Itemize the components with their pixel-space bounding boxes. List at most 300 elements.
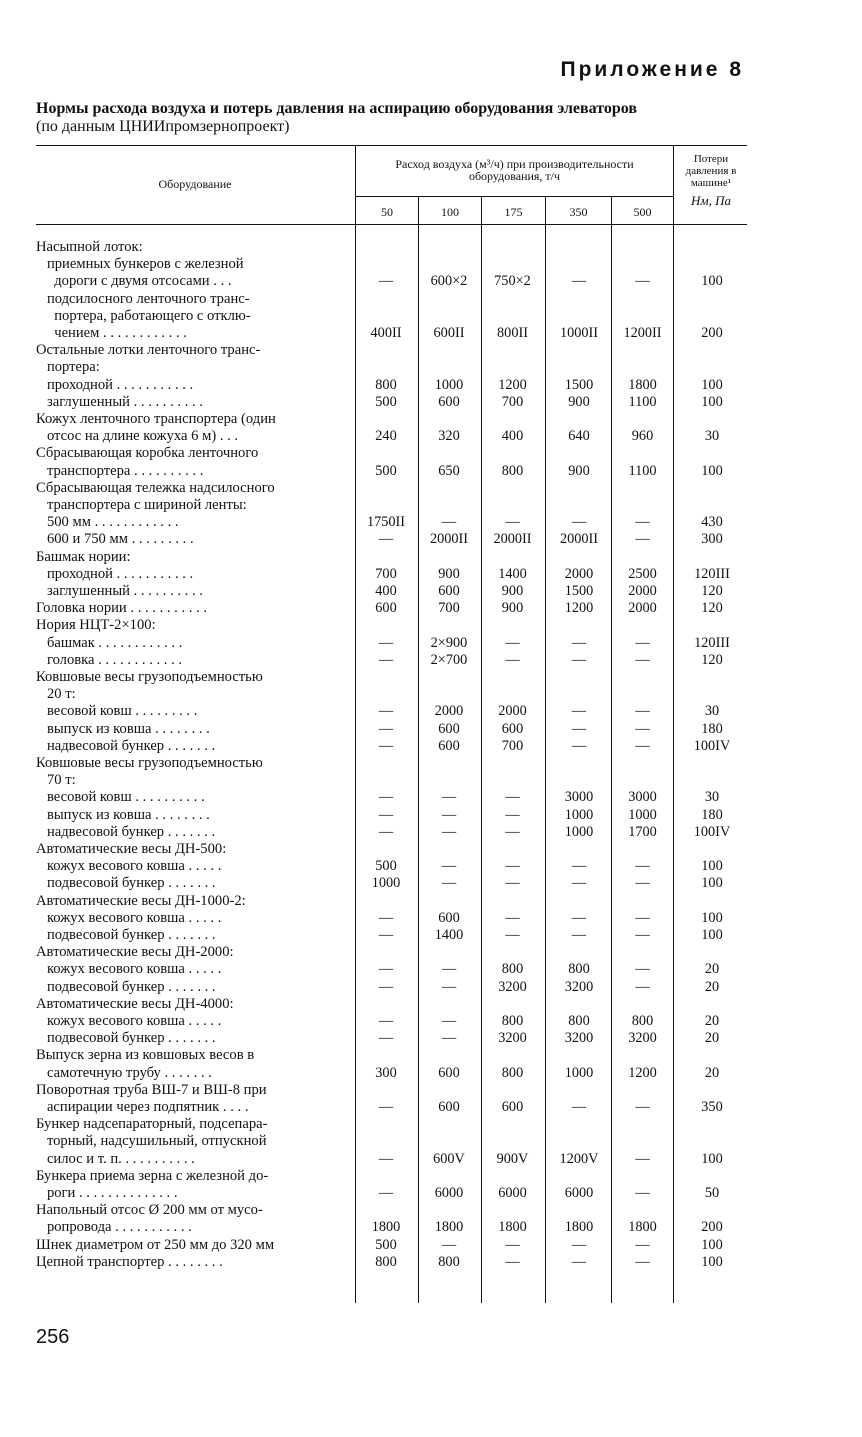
row-value: 120 — [701, 600, 723, 617]
row-label: Нория НЦТ-2×100: — [36, 617, 156, 634]
table-row — [36, 824, 747, 841]
table-row — [36, 841, 747, 858]
row-label: Бункера приема зерна с железной до- — [36, 1167, 269, 1184]
row-value: 1500 — [564, 376, 594, 393]
row-value: 900V — [496, 1150, 529, 1167]
row-value: 900 — [501, 600, 524, 617]
row-value: — — [635, 1184, 650, 1201]
row-value: 3200 — [564, 1030, 594, 1047]
table-row — [36, 944, 747, 961]
table-row — [36, 858, 747, 875]
row-value: — — [441, 1236, 457, 1253]
table-row — [36, 979, 747, 996]
row-value: 700 — [438, 600, 460, 617]
row-value: 100 — [701, 875, 723, 892]
row-label: Сбрасывающая тележка надсилосного — [36, 479, 275, 496]
row-label: Автоматические весы ДН-2000: — [36, 944, 234, 961]
row-label: подвесовой бункер . . . . . . . — [36, 927, 216, 943]
table-row — [36, 549, 747, 566]
row-value: 1800 — [628, 376, 657, 393]
row-value: 800 — [375, 376, 397, 393]
row-value: — — [378, 1150, 394, 1167]
row-value: 200 — [701, 1219, 723, 1236]
table-title: Нормы расхода воздуха и потерь давления на аспирацию оборудования элеваторов — [36, 100, 638, 117]
row-value: 800 — [501, 1064, 524, 1081]
row-label: надвесовой бункер . . . . . . . — [36, 823, 216, 840]
row-value: 900 — [568, 462, 590, 479]
table-row — [36, 445, 747, 479]
row-value: — — [505, 927, 520, 943]
table-row — [36, 738, 747, 755]
row-value: 900 — [568, 393, 590, 410]
row-value: 3000 — [628, 789, 657, 806]
row-label: подвесовой бункер . . . . . . . — [36, 978, 216, 995]
table-row — [36, 600, 747, 617]
row-label: башмак . . . . . . . . . . . . — [36, 634, 183, 651]
header-bottom-rule — [36, 224, 747, 225]
row-value: — — [441, 514, 457, 531]
row-value: 1200II — [623, 324, 662, 341]
table-row — [36, 256, 747, 290]
table-row — [36, 531, 747, 548]
row-value: 1400 — [498, 565, 527, 582]
row-value: — — [378, 531, 394, 548]
row-value: 600 — [438, 1064, 460, 1081]
row-value: 2000 — [628, 600, 657, 617]
row-label: ропровода . . . . . . . . . . . — [36, 1219, 192, 1236]
row-value: — — [441, 875, 457, 892]
row-value: 430 — [701, 514, 723, 531]
table-row — [36, 583, 747, 600]
row-value: 650 — [438, 462, 460, 479]
row-value: 2500 — [628, 565, 657, 582]
row-value: 800 — [631, 1013, 654, 1029]
row-value: — — [635, 927, 650, 943]
row-value: 400II — [370, 324, 402, 341]
row-label: Остальные лотки ленточного транс- — [36, 342, 261, 359]
row-value: — — [571, 858, 587, 875]
table-row — [36, 996, 747, 1013]
table-row — [36, 703, 747, 720]
row-label: Кожух ленточного транспортера (один — [36, 411, 276, 427]
row-value: — — [571, 909, 587, 926]
row-value: 6000 — [564, 1184, 594, 1201]
row-value: — — [635, 961, 650, 978]
row-label: 20 т: — [36, 686, 76, 703]
row-value: 2000 — [434, 703, 464, 720]
row-value: 900 — [501, 583, 524, 599]
row-value: — — [378, 1013, 394, 1029]
row-value: 350 — [701, 1098, 723, 1115]
row-value: 600II — [433, 324, 465, 341]
row-value: 100 — [701, 909, 723, 926]
row-label: Напольный отсос Ø 200 мм от мусо- — [36, 1202, 263, 1219]
row-value: 1200 — [628, 1064, 657, 1081]
row-value: — — [378, 720, 394, 737]
row-value: 20 — [704, 1013, 720, 1029]
row-value: 20 — [704, 1064, 720, 1081]
row-value: 2000II — [429, 531, 469, 548]
row-value: — — [571, 703, 587, 720]
table-row — [36, 961, 747, 978]
row-value: 3000 — [564, 789, 594, 806]
row-value: — — [441, 1013, 457, 1029]
row-value: — — [505, 789, 520, 806]
row-value: — — [571, 634, 587, 651]
row-value: 1800 — [434, 1219, 464, 1236]
row-label: весовой ковш . . . . . . . . . . — [36, 789, 205, 806]
header-sub-rule — [355, 196, 673, 197]
row-value: — — [505, 651, 520, 668]
row-label: Поворотная труба ВШ-7 и ВШ-8 при — [36, 1081, 267, 1098]
table-row — [36, 239, 747, 256]
row-value: 100 — [701, 1236, 723, 1253]
row-value: — — [378, 789, 394, 806]
row-value: — — [441, 858, 457, 875]
row-value: 2000 — [628, 583, 657, 599]
row-value: 1100 — [628, 462, 657, 479]
row-label: проходной . . . . . . . . . . . — [36, 565, 194, 582]
row-label: заглушенный . . . . . . . . . . — [36, 393, 203, 410]
row-label: Автоматические весы ДН-1000-2: — [36, 892, 246, 909]
row-label: портера, работающего с отклю- — [36, 307, 251, 324]
row-value: 700 — [501, 737, 524, 754]
table-row — [36, 1116, 747, 1168]
row-value: — — [571, 875, 587, 892]
table-row — [36, 1237, 747, 1254]
row-label: проходной . . . . . . . . . . . — [36, 376, 194, 393]
row-value: — — [378, 1098, 394, 1115]
row-label: Выпуск зерна из ковшовых весов в — [36, 1047, 255, 1064]
row-value: 3200 — [498, 1030, 527, 1047]
row-value: — — [441, 961, 457, 978]
row-value: 2000 — [564, 565, 594, 582]
row-value: 800 — [501, 961, 524, 978]
row-value: — — [505, 1236, 520, 1253]
row-label: подвесовой бункер . . . . . . . — [36, 875, 216, 892]
row-value: 3200 — [564, 978, 594, 995]
row-label: Шнек диаметром от 250 мм до 320 мм — [36, 1236, 275, 1253]
row-value: 1800 — [564, 1219, 594, 1236]
row-value: 1400 — [434, 927, 464, 943]
row-value: 1000II — [559, 324, 599, 341]
row-value: 700 — [375, 565, 397, 582]
row-value: 100 — [701, 1150, 723, 1167]
row-label: торный, надсушильный, отпускной — [36, 1133, 267, 1150]
row-label: отсос на длине кожуха 6 м) . . . — [36, 428, 239, 445]
row-label: Ковшовые весы грузоподъемностью — [36, 755, 263, 771]
appendix-label: Приложение 8 — [560, 58, 744, 81]
row-label: аспирации через подпятник . . . . — [36, 1098, 249, 1115]
header-losses-unit: Hм, Па — [690, 193, 732, 208]
row-value: 200 — [701, 324, 723, 341]
row-label: самотечную трубу . . . . . . . — [36, 1064, 212, 1081]
row-value: — — [378, 1030, 394, 1047]
table-row — [36, 617, 747, 634]
table-row — [36, 875, 747, 892]
row-label: надвесовой бункер . . . . . . . — [36, 737, 216, 754]
header-airflow: Расход воздуха (м³/ч) при производительности оборудования, т/ч — [395, 157, 634, 183]
row-value: 1000 — [564, 1064, 594, 1081]
row-value: — — [378, 1184, 394, 1201]
header-losses: Потери давления в машине¹ — [685, 153, 737, 189]
row-label: кожух весового ковша . . . . . — [36, 961, 222, 978]
table-row — [36, 893, 747, 910]
table-row — [36, 1013, 747, 1030]
row-label: головка . . . . . . . . . . . . — [36, 651, 183, 668]
row-value: — — [571, 1098, 587, 1115]
row-label: подвесовой бункер . . . . . . . — [36, 1030, 216, 1047]
row-value: 750×2 — [494, 273, 531, 290]
row-value: — — [378, 651, 394, 668]
row-value: 100 — [701, 376, 723, 393]
row-label: заглушенный . . . . . . . . . . — [36, 583, 203, 599]
row-label: 500 мм . . . . . . . . . . . . — [36, 514, 179, 531]
header-cap-175: 175 — [504, 205, 523, 219]
row-value: — — [571, 651, 587, 668]
table-row — [36, 789, 747, 806]
row-value: 300 — [701, 531, 723, 548]
row-value: 400 — [501, 428, 524, 445]
row-value: 2000II — [559, 531, 599, 548]
row-value: 960 — [631, 428, 654, 445]
table-subtitle: (по данным ЦНИИпромзернопроект) — [36, 118, 290, 135]
row-value: 20 — [704, 978, 720, 995]
row-label: чением . . . . . . . . . . . . — [36, 324, 187, 341]
row-value: 120III — [694, 565, 730, 582]
row-value: 600 — [438, 720, 460, 737]
table-row — [36, 1047, 747, 1081]
table-row — [36, 411, 747, 445]
row-label: роги . . . . . . . . . . . . . . — [36, 1184, 178, 1201]
row-value: — — [635, 737, 650, 754]
row-value: 400 — [375, 583, 397, 599]
row-value: 2000 — [498, 703, 527, 720]
row-value: 600 — [438, 393, 460, 410]
table-row — [36, 669, 747, 703]
row-label: кожух весового ковша . . . . . — [36, 1013, 222, 1029]
row-value: — — [635, 720, 650, 737]
row-value: 300 — [375, 1064, 397, 1081]
row-value: 600 — [501, 720, 524, 737]
table-row — [36, 1030, 747, 1047]
row-value: — — [571, 737, 587, 754]
row-value: — — [635, 651, 650, 668]
header-cap-100: 100 — [441, 205, 459, 219]
row-value: — — [571, 1253, 587, 1270]
row-value: 1000 — [564, 806, 594, 823]
row-value: 30 — [704, 428, 720, 445]
row-value: 1800 — [498, 1219, 527, 1236]
table-row — [36, 377, 747, 394]
row-value: 600×2 — [430, 273, 468, 290]
row-value: 100 — [701, 927, 723, 943]
row-value: — — [505, 875, 520, 892]
table-row — [36, 394, 747, 411]
row-value: 1750II — [366, 514, 406, 531]
row-value: 120III — [694, 634, 730, 651]
row-value: — — [635, 1150, 650, 1167]
row-label: Ковшовые весы грузоподъемностью — [36, 669, 263, 685]
row-value: 6000 — [498, 1184, 527, 1201]
row-value: — — [571, 720, 587, 737]
row-value: 100 — [701, 273, 723, 290]
row-value: 6000 — [434, 1184, 464, 1201]
table-row — [36, 342, 747, 376]
row-value: 600 — [501, 1098, 524, 1115]
row-value: 800 — [568, 1013, 590, 1029]
row-value: — — [635, 1236, 650, 1253]
table-row — [36, 635, 747, 652]
row-value: — — [505, 806, 520, 823]
row-value: 100 — [701, 462, 723, 479]
row-value: — — [378, 703, 394, 720]
table-row — [36, 807, 747, 824]
row-value: 100 — [701, 1253, 723, 1270]
row-value: 1800 — [628, 1219, 657, 1236]
row-value: 1000 — [628, 806, 657, 823]
row-value: 800 — [501, 1013, 524, 1029]
row-value: 1200 — [498, 376, 527, 393]
row-value: 640 — [568, 428, 590, 445]
row-value: 100IV — [693, 737, 731, 754]
row-label: выпуск из ковша . . . . . . . . — [36, 806, 210, 823]
row-value: 2×900 — [430, 634, 468, 651]
table-row — [36, 480, 747, 514]
row-value: 100IV — [693, 823, 731, 840]
row-label: Цепной транспортер . . . . . . . . — [36, 1253, 223, 1270]
row-value: — — [378, 737, 394, 754]
row-label: Головка нории . . . . . . . . . . . — [36, 600, 208, 617]
table-row — [36, 291, 747, 343]
row-label: подсилосного ленточного транс- — [36, 290, 250, 307]
row-value: — — [635, 273, 650, 290]
row-value: — — [378, 806, 394, 823]
table-row — [36, 566, 747, 583]
table-row — [36, 1082, 747, 1116]
row-value: 600V — [433, 1150, 465, 1167]
row-label: кожух весового ковша . . . . . — [36, 858, 222, 875]
row-value: — — [635, 909, 650, 926]
row-value: — — [571, 514, 587, 531]
row-value: — — [635, 1098, 650, 1115]
row-label: Насыпной лоток: — [36, 239, 143, 255]
row-value: 1700 — [628, 823, 657, 840]
table-row — [36, 652, 747, 669]
row-value: — — [441, 823, 457, 840]
row-value: — — [378, 634, 394, 651]
row-label: транспортера с шириной ленты: — [36, 496, 247, 513]
row-value: — — [441, 789, 457, 806]
row-value: 800II — [497, 324, 528, 341]
row-value: — — [571, 927, 587, 943]
row-value: — — [505, 634, 520, 651]
page-number: 256 — [36, 1326, 70, 1348]
table-row — [36, 1254, 747, 1271]
row-label: Бункер надсепараторный, подсепара- — [36, 1116, 268, 1133]
row-value: 120 — [701, 651, 723, 668]
row-value: 500 — [375, 858, 397, 875]
table-row — [36, 721, 747, 738]
header-equipment: Оборудование — [158, 177, 232, 191]
row-value: 1000 — [371, 875, 401, 892]
table-row — [36, 1168, 747, 1202]
row-value: 100 — [701, 858, 723, 875]
table-row — [36, 755, 747, 789]
row-value: 800 — [375, 1253, 397, 1270]
row-value: 2000II — [493, 531, 532, 548]
row-label: портера: — [36, 359, 100, 376]
row-value: — — [378, 978, 394, 995]
row-label: Автоматические весы ДН-4000: — [36, 995, 234, 1012]
row-value: 600 — [438, 1098, 460, 1115]
row-value: 30 — [704, 703, 720, 720]
header-cap-350: 350 — [569, 205, 588, 219]
row-value: — — [378, 909, 394, 926]
row-value: 3200 — [628, 1030, 657, 1047]
row-label: силос и т. п. . . . . . . . . . . — [36, 1150, 195, 1167]
header-cap-50: 50 — [381, 205, 393, 219]
row-value: 120 — [701, 583, 723, 599]
row-value: 20 — [704, 961, 720, 978]
row-value: 1000 — [564, 823, 594, 840]
row-value: — — [635, 978, 650, 995]
row-value: 3200 — [498, 978, 527, 995]
row-value: 600 — [438, 909, 460, 926]
row-value: — — [635, 875, 650, 892]
row-label: приемных бункеров с железной — [36, 256, 244, 273]
table-row — [36, 1202, 747, 1236]
row-value: 800 — [568, 961, 590, 978]
row-value: 240 — [375, 428, 397, 445]
table-row — [36, 514, 747, 531]
table-row — [36, 927, 747, 944]
row-value: — — [635, 634, 650, 651]
row-label: выпуск из ковша . . . . . . . . — [36, 720, 210, 737]
row-value: — — [635, 703, 650, 720]
row-value: 800 — [438, 1253, 460, 1270]
row-value: 1000 — [434, 376, 464, 393]
row-value: — — [441, 806, 457, 823]
row-value: 500 — [375, 393, 397, 410]
row-value: 600 — [375, 600, 397, 617]
row-value: — — [635, 531, 650, 548]
row-value: — — [505, 1253, 520, 1270]
row-label: весовой ковш . . . . . . . . . — [36, 703, 198, 720]
row-value: — — [635, 1253, 650, 1270]
row-label: Автоматические весы ДН-500: — [36, 841, 227, 857]
row-value: — — [505, 909, 520, 926]
row-value: 600 — [438, 583, 460, 599]
row-value: 1200 — [564, 600, 594, 617]
row-value: 1500 — [564, 583, 594, 599]
row-value: 2×700 — [430, 651, 468, 668]
row-label: Сбрасывающая коробка ленточного — [36, 445, 259, 462]
row-value: 1100 — [628, 393, 657, 410]
row-value: 500 — [375, 1236, 397, 1253]
row-value: 800 — [501, 462, 524, 479]
table-row — [36, 910, 747, 927]
header-cap-500: 500 — [633, 205, 652, 219]
row-label: кожух весового ковша . . . . . — [36, 909, 222, 926]
table-top-rule — [36, 145, 747, 146]
row-value: 100 — [701, 393, 723, 410]
row-label: 600 и 750 мм . . . . . . . . . — [36, 531, 194, 548]
row-value: — — [378, 823, 394, 840]
row-value: — — [378, 927, 394, 943]
row-value: — — [441, 978, 457, 995]
row-value: — — [505, 823, 520, 840]
